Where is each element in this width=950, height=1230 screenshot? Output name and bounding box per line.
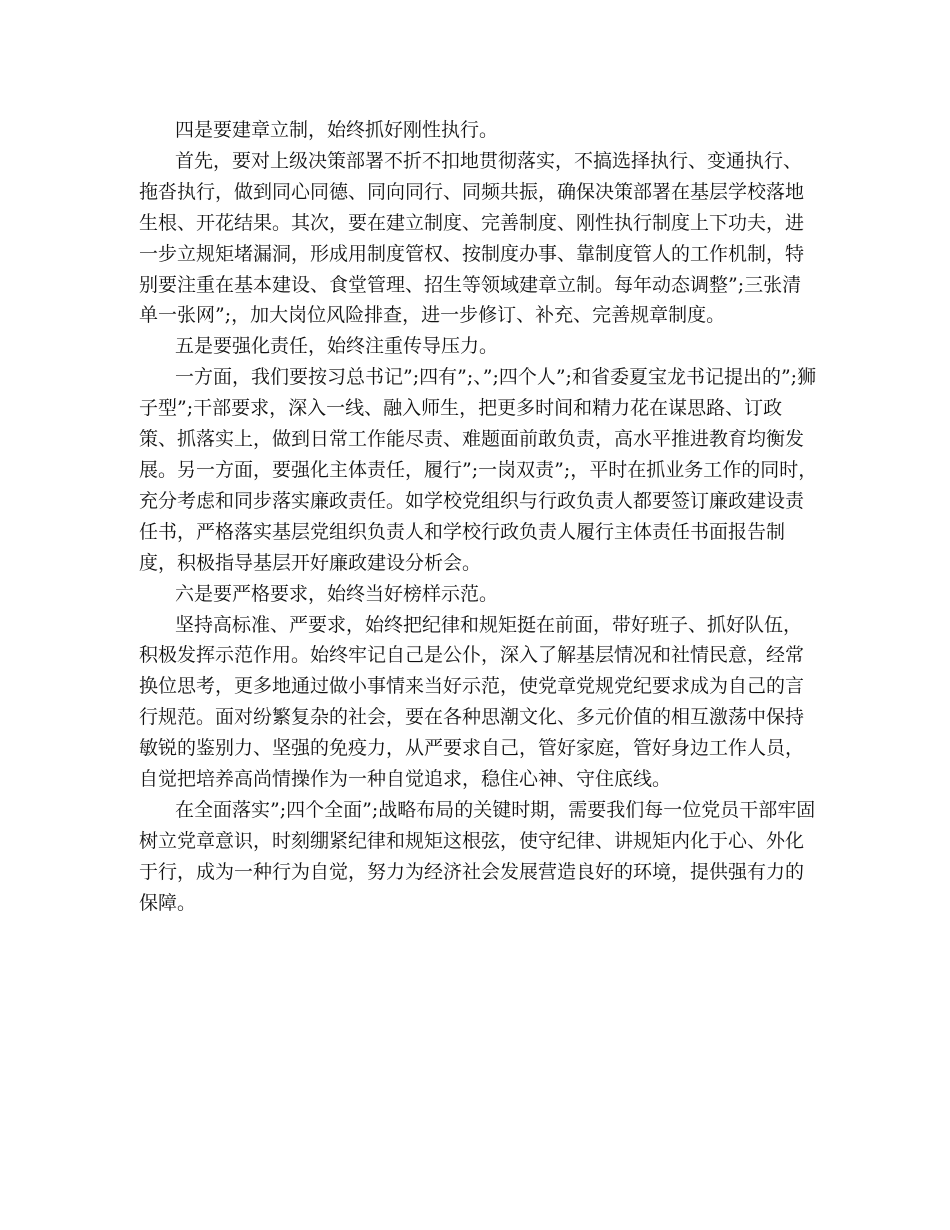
paragraph-7: 在全面落实”;四个全面”;战略布局的关键时期，需要我们每一位党员干部牢固树立党章意识，时刻绷紧纪律和规矩这根弦，使守纪律、讲规矩内化于心、外化于行，成为一种行为自觉，努力为经济社会发展营造良好的环境，提供强有力的保障。 xyxy=(139,798,816,914)
paragraph-4: 一方面，我们要按习总书记”;四有”;、”;四个人”;和省委夏宝龙书记提出的”;狮子型”;干部要求，深入一线、融入师生，把更多时间和精力花在谋思路、订政策、抓落实上，做到日常工作能尽责、难题面前敢负责，高水平推进教育均衡发展。另一方面，要强化主体责任，履行”;一岗双责”;，平时在抓业务工作的同时，充分考虑和同步落实廉政责任。如学校党组织与行政负责人都要签订廉政建设责任书，严格落实基层党组织负责人和学校行政负责人履行主体责任书面报告制度，积极指导基层开好廉政建设分析会。 xyxy=(139,366,818,574)
document-body xyxy=(139,115,819,919)
paragraph-2: 首先，要对上级决策部署不折不扣地贯彻落实，不搞选择执行、变通执行、拖沓执行，做到同心同德、同向同行、同频共振，确保决策部署在基层学校落地生根、开花结果。其次，要在建立制度、完善制度、刚性执行制度上下功夫，进一步立规矩堵漏洞，形成用制度管权、按制度办事、靠制度管人的工作机制，特别要注重在基本建设、食堂管理、招生等领域建章立制。每年动态调整”;三张清单一张网”;，加大岗位风险排查，进一步修订、补充、完善规章制度。 xyxy=(139,149,805,327)
paragraph-5: 六是要严格要求，始终当好榜样示范。 xyxy=(175,582,499,605)
paragraph-1: 四是要建章立制，始终抓好刚性执行。 xyxy=(175,119,499,141)
paragraph-6: 坚持高标准、严要求，始终把纪律和规矩挺在前面，带好班子、抓好队伍，积极发挥示范作用。始终牢记自己是公仆，深入了解基层情况和社情民意，经常换位思考，更多地通过做小事情来当好示范，使党章党规党纪要求成为自己的言行规范。面对纷繁复杂的社会，要在各种思潮文化、多元价值的相互激荡中保持敏锐的鉴别力、坚强的免疫力，从严要求自己，管好家庭，管好身边工作人员，自觉把培养高尚情操作为一种自觉追求，稳住心神、守住底线。 xyxy=(139,613,805,791)
paragraph-3: 五是要强化责任，始终注重传导压力。 xyxy=(175,335,499,358)
